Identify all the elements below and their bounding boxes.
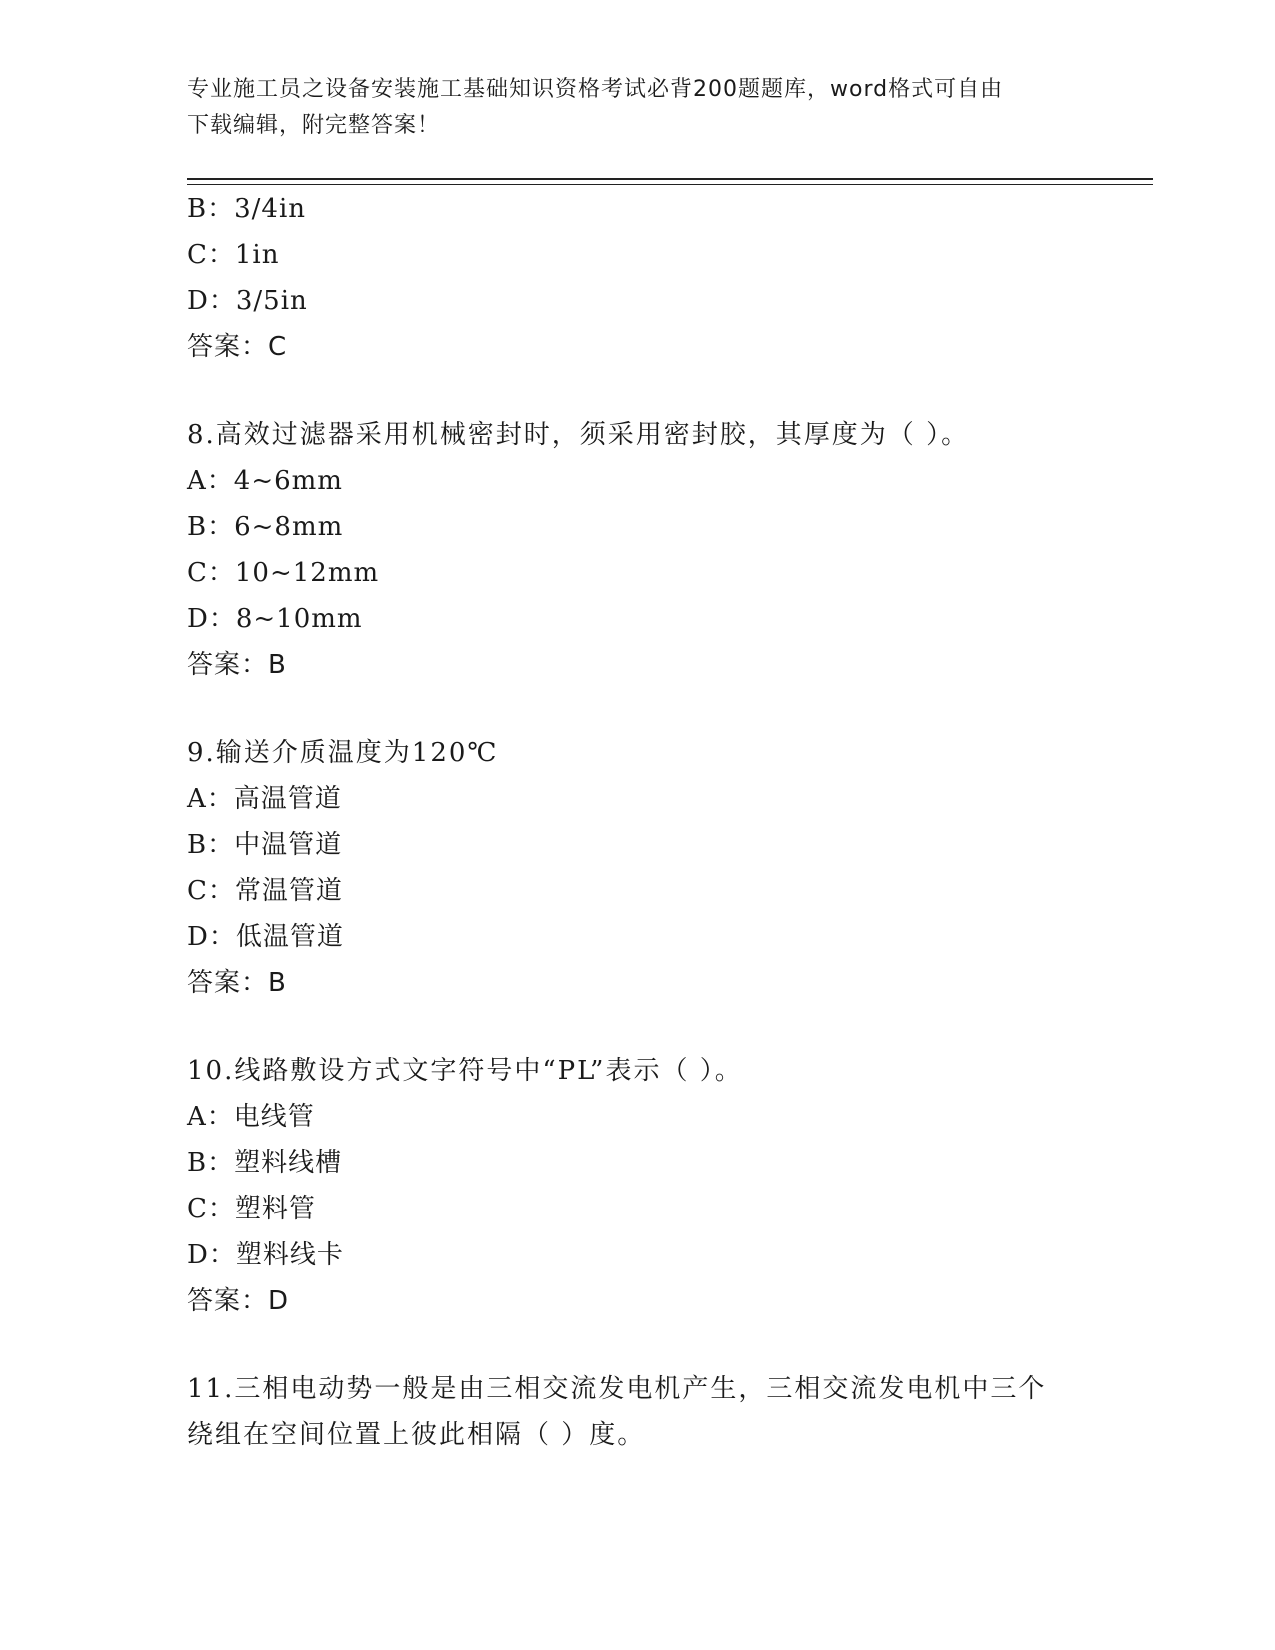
header-line-2: 下载编辑，附完整答案！ [187, 113, 441, 138]
option-a: A：高温管道 [187, 784, 342, 814]
option-d: D：8~10mm [187, 604, 363, 634]
question-7-block [187, 186, 1127, 370]
option-c: C：塑料管 [187, 1194, 316, 1224]
option-b: B：3/4in [187, 194, 307, 224]
question-9-block [187, 730, 1127, 1006]
spacer [187, 1006, 1127, 1048]
answer: 答案：B [187, 968, 287, 998]
answer: 答案：B [187, 650, 287, 680]
spacer [187, 688, 1127, 730]
header-line-1: 专业施工员之设备安装施工基础知识资格考试必背200题题库，word格式可自由 [187, 77, 1004, 102]
option-b: B：塑料线槽 [187, 1148, 343, 1178]
header-divider-bottom [187, 184, 1153, 185]
option-a: A：4~6mm [187, 466, 343, 496]
spacer [187, 370, 1127, 412]
option-b: B：6~8mm [187, 512, 344, 542]
question-11-block [187, 1366, 1127, 1458]
option-c: C：10~12mm [187, 558, 380, 588]
question-text-line-1: 11.三相电动势一般是由三相交流发电机产生，三相交流发电机中三个 [187, 1374, 1047, 1404]
option-d: D：3/5in [187, 286, 308, 316]
question-text-line-2: 绕组在空间位置上彼此相隔（ ）度。 [187, 1420, 646, 1450]
question-list [187, 186, 1127, 1458]
header-divider-top [187, 178, 1153, 180]
question-text: 8.高效过滤器采用机械密封时，须采用密封胶，其厚度为（ ）。 [187, 420, 970, 450]
option-d: D：塑料线卡 [187, 1240, 344, 1270]
answer: 答案：D [187, 1286, 290, 1316]
question-text: 10.线路敷设方式文字符号中“PL”表示（ ）。 [187, 1056, 743, 1086]
option-c: C：1in [187, 240, 280, 270]
option-b: B：中温管道 [187, 830, 343, 860]
document-header [187, 72, 1067, 144]
question-text: 9.输送介质温度为120℃ [187, 738, 499, 768]
option-c: C：常温管道 [187, 876, 343, 906]
question-8-block [187, 412, 1127, 688]
answer: 答案：C [187, 332, 288, 362]
option-a: A：电线管 [187, 1102, 315, 1132]
option-d: D：低温管道 [187, 922, 344, 952]
question-10-block [187, 1048, 1127, 1324]
spacer [187, 1324, 1127, 1366]
